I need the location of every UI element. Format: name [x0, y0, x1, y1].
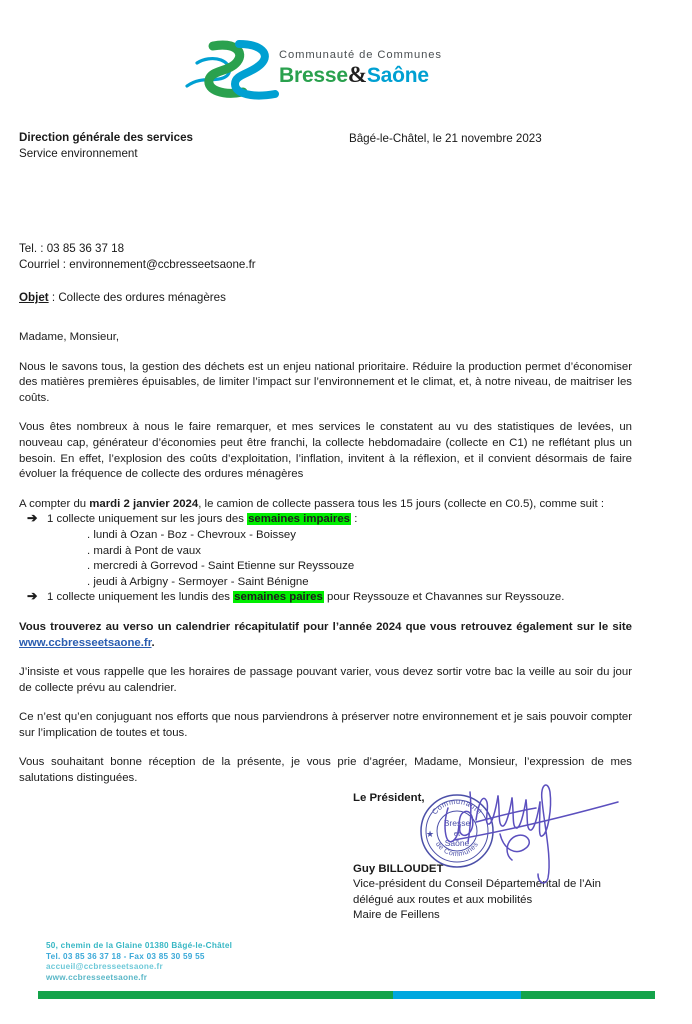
arrow-right-icon: ➔ [27, 589, 38, 604]
contact-phone: Tel. : 03 85 36 37 18 [19, 242, 125, 255]
logo-name-saone: Saône [366, 64, 429, 87]
schedule-list [19, 512, 632, 606]
paragraph-1: Nous le savons tous, la gestion des déchets est un enjeu national prioritaire. Réduire la production permet d’économiser des matières premières épuisables, de limiter l’impact sur l’environnement et le climat, et, à notre niveau, de maitriser les coûts. [19, 360, 632, 404]
footer-color-bar [38, 991, 655, 999]
subject-label: Objet [19, 291, 49, 304]
signatory-name: Guy BILLOUDET [353, 863, 444, 876]
logo-name [279, 62, 465, 88]
signatory-role-3: Maire de Feillens [353, 908, 440, 921]
logo-tagline: Communauté de Communes [279, 49, 442, 61]
footer-address: 50, chemin de la Glaine 01380 Bâgé-le-Châtel [46, 941, 233, 950]
logo-swoosh-icon [183, 38, 283, 106]
bullet2-lead: 1 collecte uniquement les lundis des [47, 591, 234, 604]
logo-wordmark [279, 48, 465, 88]
calendar-notice-lead: Vous trouverez au verso un calendrier récapitulatif pour l’année 2024 que vous retrouvez également sur le site [19, 620, 632, 633]
svg-text:et: et [453, 829, 461, 838]
contact-email: Courriel : environnement@ccbresseetsaone.fr [19, 257, 256, 271]
bullet1-tail: : [351, 513, 358, 526]
paragraph-3: J’insiste et vous rappelle que les horaires de passage pouvant varier, vous devez sortir votre bac la veille au soir du jour de collecte prévu au calendrier. [19, 666, 632, 694]
schedule-bullet-even-weeks [19, 590, 632, 606]
svg-text:★: ★ [426, 829, 435, 839]
highlight-even-weeks: semaines paires [234, 591, 323, 604]
contact-block [19, 241, 256, 272]
schedule-bullet-odd-weeks [19, 512, 632, 590]
sender-block [19, 130, 193, 161]
list-item: . mardi à Pont de vaux [87, 544, 201, 557]
footer-bar-blue-segment [393, 991, 521, 999]
odd-week-days-list [47, 528, 632, 590]
subject-value: Collecte des ordures ménagères [58, 291, 226, 304]
logo-name-bresse: Bresse [279, 64, 348, 87]
list-item: . mercredi à Gorrevod - Saint Etienne sur Reyssouze [87, 560, 355, 573]
letter-body [19, 330, 632, 801]
svg-text:de Communes: de Communes [433, 840, 481, 859]
website-link[interactable]: www.ccbresseetsaone.fr [19, 636, 152, 649]
svg-text:Bresse: Bresse [443, 818, 471, 828]
highlight-odd-weeks: semaines impaires [248, 513, 351, 526]
paragraph-4: Ce n’est qu’en conjuguant nos efforts que nous parviendrons à préserver notre environnement et je sais pouvoir compter sur l’implication de toutes et tous. [19, 711, 632, 739]
salutation: Madame, Monsieur, [19, 331, 120, 343]
footer-contact-block [46, 941, 232, 983]
svg-text:Communauté: Communauté [429, 796, 485, 817]
footer-phone-fax: Tel. 03 85 36 37 18 - Fax 03 85 30 59 55 [46, 951, 205, 961]
calendar-notice-tail: . [151, 636, 155, 649]
paragraph-5: Vous souhaitant bonne réception de la présente, je vous prie d’agréer, Madame, Monsieur, l’expression de mes salutations distinguées. [19, 756, 632, 785]
footer-website: www.ccbresseetsaone.fr [46, 972, 148, 982]
logo-ampersand: & [347, 62, 367, 87]
svg-text:Saône: Saône [444, 838, 470, 848]
signatory-role-2: délégué aux routes et aux mobilités [353, 893, 533, 906]
signature-title: Le Président, [353, 792, 425, 804]
paragraph-2: Vous êtes nombreux à nous le faire remarquer, et mes services le constatent au vu des statistiques de levées, un nouveau cap, générateur d’économies peut être franchi, la collecte hebdomadaire (collecte en C1) ne reflétant plus un besoin. En effet, l’explosion des coûts d’exploitation, l’inflation, invitent à la réflexion, et il convient désormais de faire évoluer la fréquence de collecte des ordures ménagères [19, 421, 632, 481]
footer-email: accueil@ccbresseetsaone.fr [46, 962, 163, 972]
subject-separator: : [48, 291, 59, 304]
schedule-intro-tail: , le camion de collecte passera tous les 15 jours (collecte en C0.5), comme suit : [198, 497, 605, 510]
subject-line [19, 290, 226, 306]
list-item: . lundi à Ozan - Boz - Chevroux - Boissey [87, 528, 296, 541]
bullet2-tail: pour Reyssouze et Chavannes sur Reyssouze. [323, 591, 565, 604]
organization-logo [183, 38, 463, 110]
place-and-date: Bâgé-le-Châtel, le 21 novembre 2023 [349, 132, 542, 145]
calendar-notice [19, 620, 632, 651]
bullet1-lead: 1 collecte uniquement sur les jours des [47, 513, 248, 526]
sender-service: Service environnement [19, 146, 138, 160]
schedule-intro-lead: A compter du [19, 497, 90, 510]
signature-block [353, 791, 653, 923]
schedule-intro [19, 497, 632, 513]
arrow-right-icon: ➔ [27, 511, 38, 526]
list-item: . jeudi à Arbigny - Sermoyer - Saint Bénigne [87, 575, 309, 588]
signatory-role-1: Vice-président du Conseil Départemental de l’Ain [353, 878, 601, 891]
sender-department: Direction générale des services [19, 131, 193, 144]
schedule-start-date: mardi 2 janvier 2024 [89, 497, 199, 510]
